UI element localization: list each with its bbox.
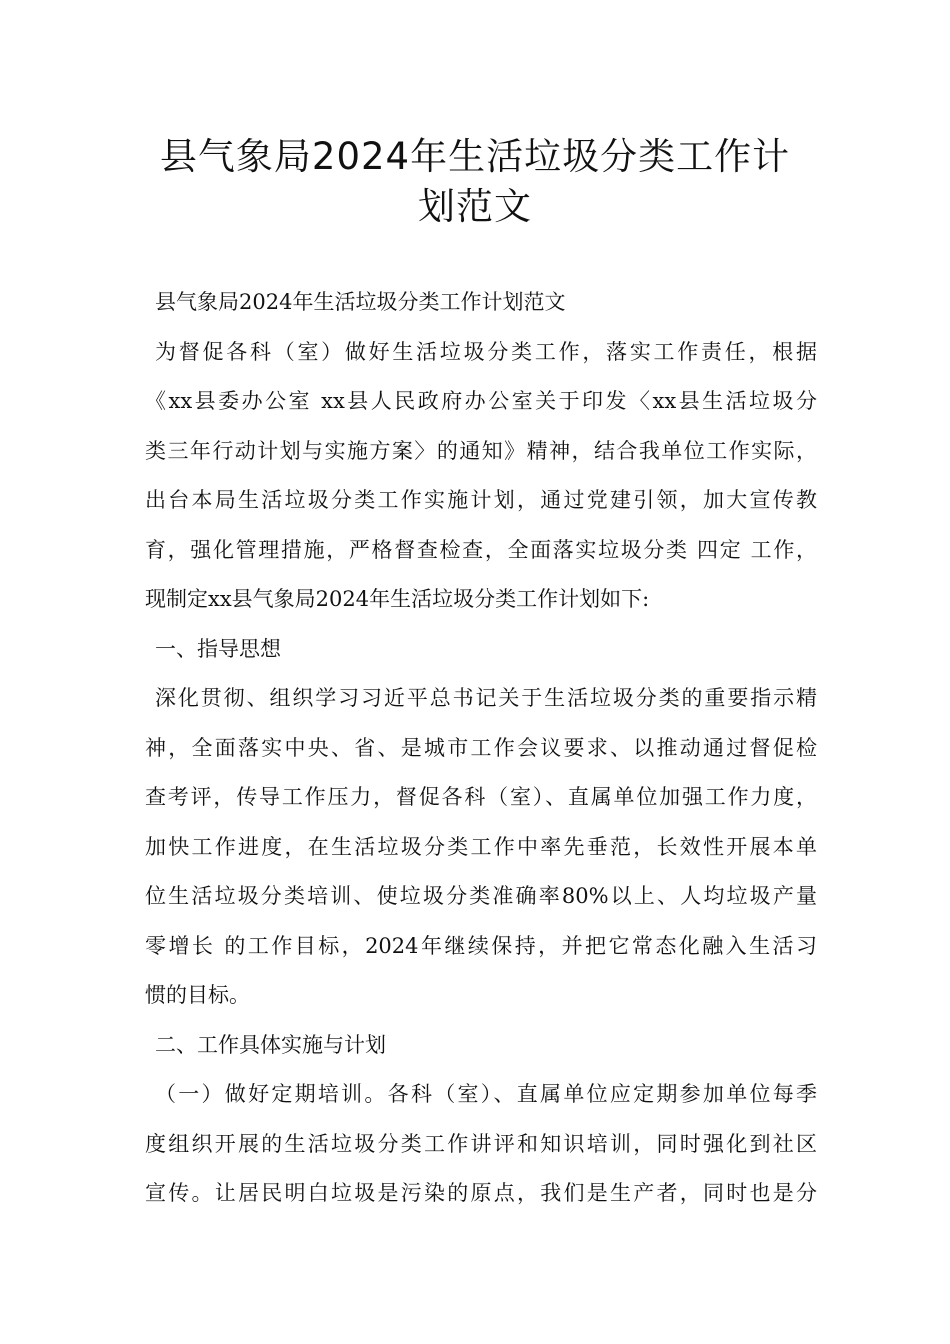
body-line: 度组织开展的生活垃圾分类工作讲评和知识培训，同时强化到社区 [145, 1131, 817, 1156]
document-body [145, 278, 817, 1219]
section-heading: 一、指导思想 [155, 636, 281, 661]
body-line: 惯的目标。 [145, 983, 250, 1007]
body-line: 查考评，传导工作压力，督促各科（室）、直属单位加强工作力度， [145, 785, 817, 809]
body-line: 类三年行动计划与实施方案〉的通知》精神，结合我单位工作实际， [145, 438, 817, 463]
title-line: 划范文 [418, 185, 532, 228]
title-line: 县气象局2024年生活垃圾分类工作计 [159, 135, 791, 178]
body-line: 宣传。让居民明白垃圾是污染的原点，我们是生产者，同时也是分 [145, 1181, 817, 1205]
body-line: 县气象局2024年生活垃圾分类工作计划范文 [155, 290, 566, 314]
body-line: 加快工作进度，在生活垃圾分类工作中率先垂范，长效性开展本单 [145, 834, 817, 859]
body-line: （一）做好定期培训。各科（室）、直属单位应定期参加单位每季 [155, 1082, 817, 1106]
body-line: 零增长 的工作目标，2024年继续保持，并把它常态化融入生活习 [145, 933, 817, 958]
document-title [100, 132, 850, 232]
body-line: 神，全面落实中央、省、是城市工作会议要求、以推动通过督促检 [145, 735, 817, 760]
section-heading: 二、工作具体实施与计划 [155, 1032, 386, 1057]
body-line: 《xx县委办公室 xx县人民政府办公室关于印发〈xx县生活垃圾分 [145, 389, 817, 413]
body-line: 位生活垃圾分类培训、使垃圾分类准确率80%以上、人均垃圾产量 [145, 884, 817, 908]
body-line: 深化贯彻、组织学习习近平总书记关于生活垃圾分类的重要指示精 [155, 686, 817, 710]
body-line: 育，强化管理措施，严格督查检查，全面落实垃圾分类 四定 工作， [145, 537, 817, 562]
body-line: 为督促各科（室）做好生活垃圾分类工作，落实工作责任，根据 [155, 339, 817, 364]
body-line: 出台本局生活垃圾分类工作实施计划，通过党建引领，加大宣传教 [145, 488, 817, 512]
body-line: 现制定xx县气象局2024年生活垃圾分类工作计划如下: [145, 587, 650, 611]
